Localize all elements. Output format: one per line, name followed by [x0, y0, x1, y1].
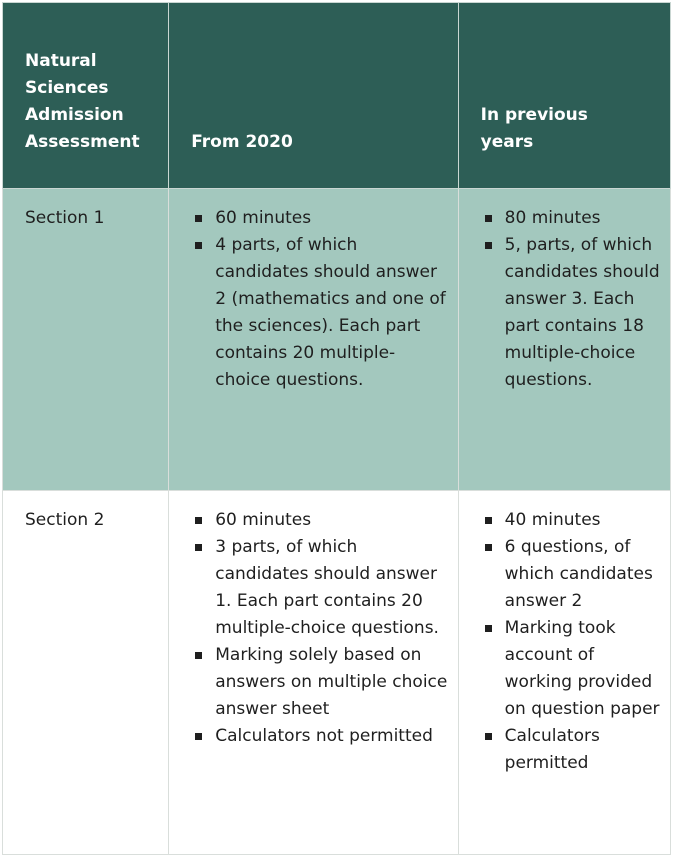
list-item-text: 5, parts, of which candidates should answer 3. Each part contains 18 multiple-choice questions.	[504, 235, 660, 390]
square-bullet-icon	[195, 517, 202, 524]
from-2020-cell	[169, 189, 458, 491]
bullet-list	[459, 507, 660, 777]
bullet-list	[169, 507, 447, 750]
square-bullet-icon	[195, 733, 202, 740]
from-2020-cell	[169, 491, 458, 855]
list-item-text: 4 parts, of which candidates should answer 2 (mathematics and one of the sciences). Each part contains 20 multiple-choice questions.	[215, 235, 446, 390]
comparison-table	[2, 2, 671, 855]
list-item	[169, 534, 447, 642]
bullet-list	[169, 205, 447, 394]
previous-years-cell	[458, 189, 670, 491]
list-item	[169, 205, 447, 232]
list-item	[169, 642, 447, 723]
list-item	[459, 723, 660, 777]
square-bullet-icon	[485, 215, 492, 222]
list-item	[459, 615, 660, 723]
square-bullet-icon	[485, 544, 492, 551]
section-label: Section 2	[3, 491, 169, 855]
square-bullet-icon	[195, 242, 202, 249]
section-label: Section 1	[3, 189, 169, 491]
list-item	[169, 232, 447, 394]
list-item-text: Marking took account of working provided on question paper	[504, 618, 660, 719]
list-item-text: Marking solely based on answers on multiple choice answer sheet	[215, 645, 448, 719]
square-bullet-icon	[195, 544, 202, 551]
list-item-text: 80 minutes	[504, 208, 601, 228]
square-bullet-icon	[195, 652, 202, 659]
list-item	[459, 232, 660, 394]
list-item-text: Calculators not permitted	[215, 726, 433, 746]
list-item-text: 60 minutes	[215, 510, 312, 530]
list-item	[459, 205, 660, 232]
list-item-text: 6 questions, of which candidates answer 2	[504, 537, 653, 611]
list-item-text: 60 minutes	[215, 208, 312, 228]
square-bullet-icon	[485, 733, 492, 740]
list-item	[459, 507, 660, 534]
table-body	[3, 189, 671, 855]
header-cell-previous-years: In previous years	[458, 3, 670, 189]
table-row-section-2	[3, 491, 671, 855]
table-row-section-1	[3, 189, 671, 491]
list-item-text: 40 minutes	[504, 510, 601, 530]
previous-years-cell	[458, 491, 670, 855]
list-item	[169, 723, 447, 750]
square-bullet-icon	[485, 625, 492, 632]
square-bullet-icon	[485, 517, 492, 524]
square-bullet-icon	[195, 215, 202, 222]
square-bullet-icon	[485, 242, 492, 249]
header-cell-from-2020: From 2020	[169, 3, 458, 189]
header-row	[3, 3, 671, 189]
list-item-text: Calculators permitted	[504, 726, 600, 773]
list-item	[459, 534, 660, 615]
table-header	[3, 3, 671, 189]
bullet-list	[459, 205, 660, 394]
list-item-text: 3 parts, of which candidates should answer 1. Each part contains 20 multiple-choice questions.	[215, 537, 439, 638]
header-cell-assessment: Natural Sciences Admission Assessment	[3, 3, 169, 189]
list-item	[169, 507, 447, 534]
